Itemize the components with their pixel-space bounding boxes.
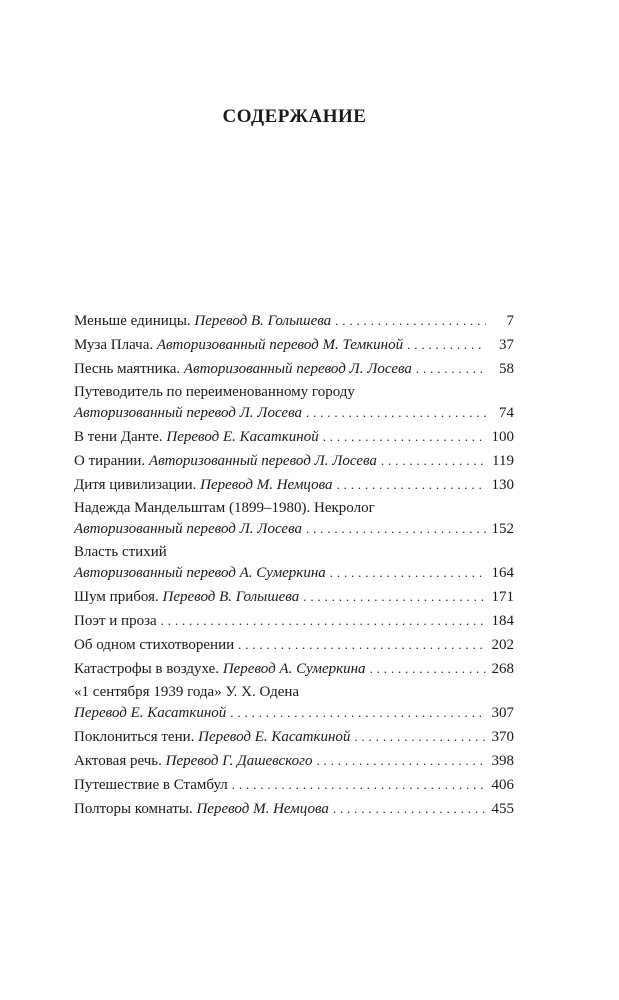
entry-title: Надежда Мандельштам (1899–1980). Некролог <box>74 500 375 516</box>
entry-translator: Авторизованный перевод А. Сумеркина <box>74 565 326 581</box>
entry-title: Дитя цивилизации. <box>74 477 197 493</box>
leader-dots <box>333 800 486 818</box>
leader-dots <box>316 752 485 770</box>
entry-page: 74 <box>499 405 514 421</box>
leader-dots <box>330 564 486 582</box>
entry-page: 37 <box>499 337 514 353</box>
leader-dots <box>335 312 486 330</box>
toc-entry[interactable] <box>74 384 514 421</box>
leader-dots <box>306 404 486 422</box>
entry-translator: Перевод М. Немцова <box>196 801 329 817</box>
toc-entry[interactable] <box>74 660 514 677</box>
leader-dots <box>416 360 486 378</box>
toc-entry[interactable] <box>74 752 514 769</box>
toc-entry[interactable] <box>74 336 514 353</box>
entry-translator: Перевод Г. Дашевского <box>165 753 313 769</box>
toc-entry[interactable] <box>74 476 514 493</box>
entry-page: 171 <box>491 589 514 605</box>
toc-entry[interactable] <box>74 428 514 445</box>
entry-page: 455 <box>491 801 514 817</box>
entry-translator: Перевод Е. Касаткиной <box>166 429 319 445</box>
entry-page: 184 <box>491 613 514 629</box>
toc-entry[interactable] <box>74 544 514 581</box>
entry-title: Путешествие в Стамбул <box>74 777 228 793</box>
entry-page: 164 <box>491 565 514 581</box>
entry-translator: Авторизованный перевод Л. Лосева <box>148 453 377 469</box>
entry-page: 268 <box>491 661 514 677</box>
leader-dots <box>370 660 486 678</box>
toc-entry[interactable] <box>74 728 514 745</box>
toc-entry[interactable] <box>74 612 514 629</box>
leader-dots <box>303 588 485 606</box>
entry-title: Шум прибоя. <box>74 589 159 605</box>
entry-title: В тени Данте. <box>74 429 163 445</box>
entry-translator: Перевод М. Немцова <box>200 477 333 493</box>
entry-title: Муза Плача. <box>74 337 154 353</box>
toc-entry[interactable] <box>74 684 514 721</box>
toc-entry[interactable] <box>74 360 514 377</box>
entry-page: 202 <box>491 637 514 653</box>
toc-entry[interactable] <box>74 800 514 817</box>
table-of-contents <box>74 312 514 824</box>
entry-translator: Авторизованный перевод М. Темкиной <box>156 337 404 353</box>
leader-dots <box>337 476 486 494</box>
entry-translator: Авторизованный перевод Л. Лосева <box>74 521 302 537</box>
entry-page: 307 <box>491 705 514 721</box>
entry-page: 398 <box>491 753 514 769</box>
entry-page: 370 <box>491 729 514 745</box>
entry-title: Поклониться тени. <box>74 729 195 745</box>
leader-dots <box>161 612 486 630</box>
entry-translator: Перевод А. Сумеркина <box>222 661 366 677</box>
leader-dots <box>230 704 485 722</box>
entry-title: Поэт и проза <box>74 613 157 629</box>
entry-title: Актовая речь. <box>74 753 162 769</box>
entry-translator: Перевод В. Голышева <box>162 589 300 605</box>
leader-dots <box>381 452 486 470</box>
entry-title: Полторы комнаты. <box>74 801 193 817</box>
entry-translator: Авторизованный перевод Л. Лосева <box>183 361 412 377</box>
entry-title: Об одном стихотворении <box>74 637 235 653</box>
leader-dots <box>407 336 486 354</box>
leader-dots <box>323 428 486 446</box>
entry-page: 119 <box>492 453 514 469</box>
entry-page: 58 <box>499 361 514 377</box>
toc-entry[interactable] <box>74 636 514 653</box>
entry-title: О тирании. <box>74 453 146 469</box>
entry-page: 130 <box>491 477 514 493</box>
entry-title: Катастрофы в воздухе. <box>74 661 220 677</box>
entry-page: 100 <box>491 429 514 445</box>
entry-title: Песнь маятника. <box>74 361 181 377</box>
entry-page: 406 <box>491 777 514 793</box>
toc-entry[interactable] <box>74 588 514 605</box>
leader-dots <box>306 520 486 538</box>
toc-entry[interactable] <box>74 776 514 793</box>
entry-page: 7 <box>506 313 514 329</box>
entry-page: 152 <box>491 521 514 537</box>
entry-title: Путеводитель по переименованному городу <box>74 384 355 400</box>
toc-entry[interactable] <box>74 500 514 537</box>
page-title: СОДЕРЖАНИЕ <box>222 106 367 127</box>
entry-translator: Перевод В. Голышева <box>194 313 332 329</box>
leader-dots <box>354 728 485 746</box>
leader-dots <box>232 776 486 794</box>
entry-title: Меньше единицы. <box>74 313 191 329</box>
entry-translator: Перевод Е. Касаткиной <box>198 729 351 745</box>
entry-title: «1 сентября 1939 года» У. Х. Одена <box>74 684 300 700</box>
entry-translator: Авторизованный перевод Л. Лосева <box>74 405 302 421</box>
leader-dots <box>238 636 485 654</box>
entry-title: Власть стихий <box>74 544 167 560</box>
toc-entry[interactable] <box>74 452 514 469</box>
toc-entry[interactable] <box>74 312 514 329</box>
entry-translator: Перевод Е. Касаткиной <box>74 705 227 721</box>
